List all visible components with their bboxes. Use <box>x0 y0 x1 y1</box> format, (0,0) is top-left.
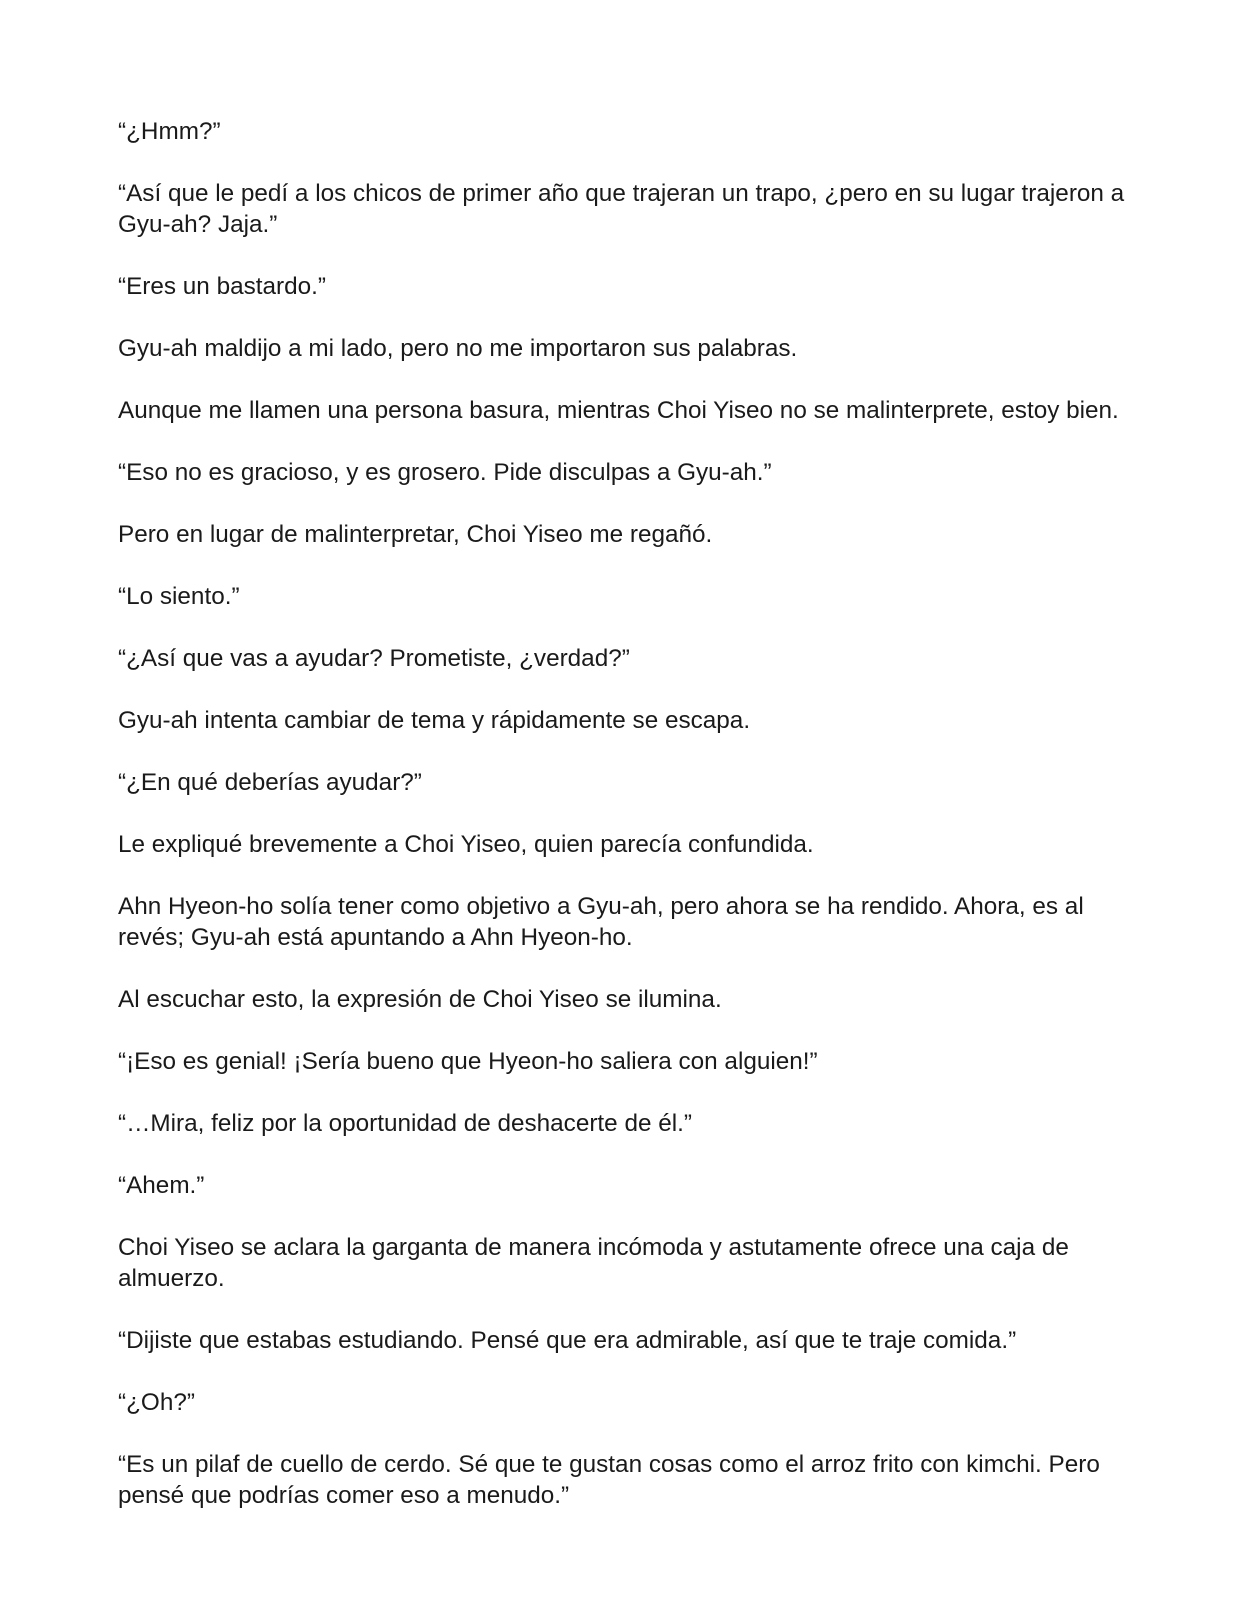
paragraph: “¿En qué deberías ayudar?” <box>118 769 422 796</box>
paragraph: “Es un pilaf de cuello de cerdo. Sé que te gustan cosas como el arroz frito con kimchi. Pero pensé que podrías comer eso a menudo.” <box>118 1451 1100 1509</box>
paragraph: Al escuchar esto, la expresión de Choi Yiseo se ilumina. <box>118 986 722 1013</box>
paragraph: “Lo siento.” <box>118 583 240 610</box>
paragraph: “…Mira, feliz por la oportunidad de deshacerte de él.” <box>118 1110 692 1137</box>
paragraph: Gyu-ah intenta cambiar de tema y rápidamente se escapa. <box>118 707 751 734</box>
paragraph: Ahn Hyeon-ho solía tener como objetivo a Gyu-ah, pero ahora se ha rendido. Ahora, es al revés; Gyu-ah está apuntando a Ahn Hyeon-ho. <box>118 893 1084 951</box>
text-body <box>118 116 1128 1542</box>
paragraph: Gyu-ah maldijo a mi lado, pero no me importaron sus palabras. <box>118 335 798 362</box>
paragraph: Le expliqué brevemente a Choi Yiseo, quien parecía confundida. <box>118 831 814 858</box>
paragraph: “Ahem.” <box>118 1172 205 1199</box>
paragraph: “¿Oh?” <box>118 1389 195 1416</box>
paragraph: “¿Así que vas a ayudar? Prometiste, ¿verdad?” <box>118 645 630 672</box>
paragraph: “Así que le pedí a los chicos de primer año que trajeran un trapo, ¿pero en su lugar trajeron a Gyu-ah? Jaja.” <box>118 180 1125 238</box>
paragraph: Aunque me llamen una persona basura, mientras Choi Yiseo no se malinterprete, estoy bien. <box>118 397 1119 424</box>
paragraph: “¡Eso es genial! ¡Sería bueno que Hyeon-ho saliera con alguien!” <box>118 1048 818 1075</box>
paragraph: “Dijiste que estabas estudiando. Pensé que era admirable, así que te traje comida.” <box>118 1327 1017 1354</box>
paragraph: Pero en lugar de malinterpretar, Choi Yiseo me regañó. <box>118 521 713 548</box>
paragraph: “Eso no es gracioso, y es grosero. Pide disculpas a Gyu-ah.” <box>118 459 772 486</box>
paragraph: Choi Yiseo se aclara la garganta de manera incómoda y astutamente ofrece una caja de almuerzo. <box>118 1234 1069 1292</box>
paragraph: “Eres un bastardo.” <box>118 273 326 300</box>
paragraph: “¿Hmm?” <box>118 118 221 145</box>
